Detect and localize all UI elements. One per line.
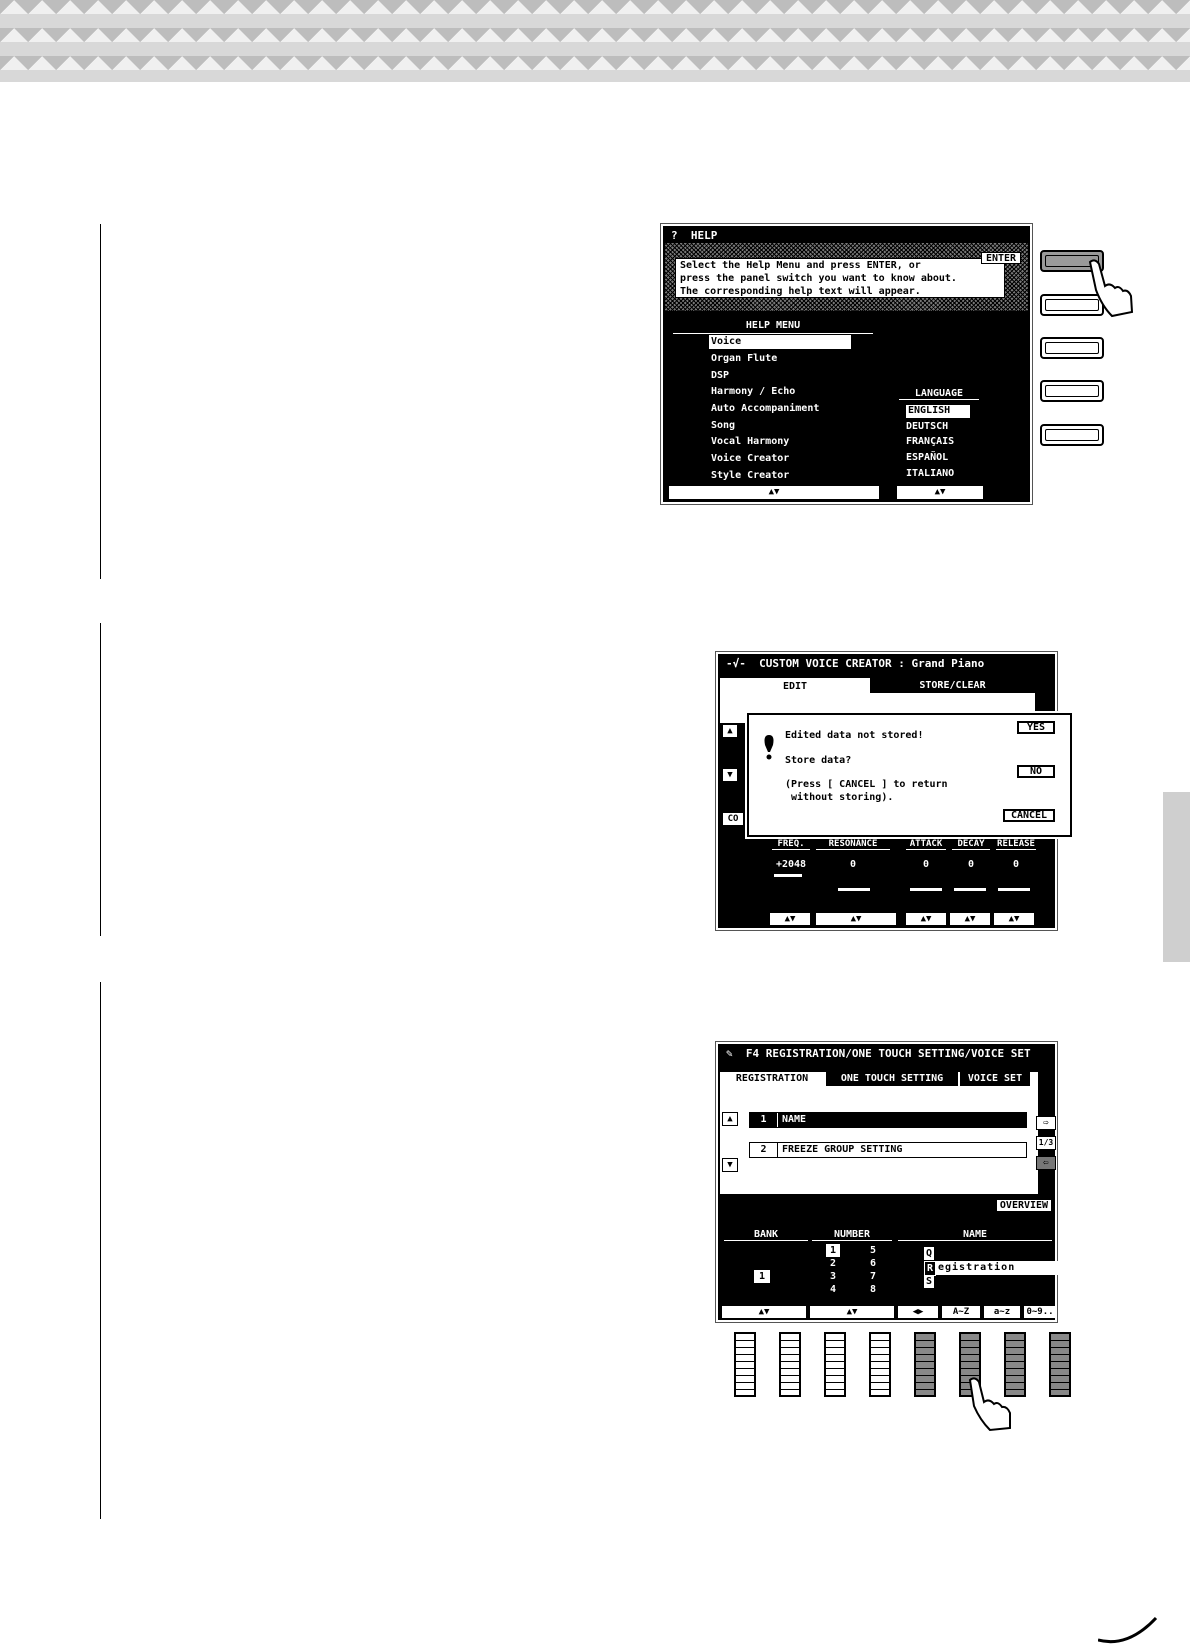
help-screen xyxy=(663,226,1030,502)
slider-button-8[interactable] xyxy=(1049,1332,1071,1397)
tab-registration[interactable]: REGISTRATION xyxy=(720,1072,824,1086)
side-label[interactable]: CO xyxy=(722,812,744,826)
param-attack-value: 0 xyxy=(922,859,930,870)
tab-edit[interactable]: EDIT xyxy=(782,681,808,692)
uppercase-button[interactable]: A~Z xyxy=(942,1306,980,1318)
scroll-down-icon[interactable]: ▼ xyxy=(722,768,738,782)
help-menu-item-auto-accompaniment[interactable]: Auto Accompaniment xyxy=(711,403,820,414)
slider-button-2[interactable] xyxy=(779,1332,801,1397)
language-title: LANGUAGE xyxy=(899,388,979,400)
pointing-hand-icon xyxy=(960,1376,1016,1432)
help-menu-item-voice[interactable]: Voice xyxy=(709,335,851,349)
param-freq-value: +2048 xyxy=(775,859,807,870)
slider-button-4[interactable] xyxy=(869,1332,891,1397)
help-menu-item-harmony-echo[interactable]: Harmony / Echo xyxy=(711,386,796,397)
help-menu-item-style-creator[interactable]: Style Creator xyxy=(711,470,790,481)
voice-title: CUSTOM VOICE CREATOR : Grand Piano xyxy=(759,657,985,670)
help-menu-item-voice-creator[interactable]: Voice Creator xyxy=(711,453,790,464)
language-scroll-arrows[interactable]: ▲▼ xyxy=(897,486,983,499)
store-confirm-dialog xyxy=(747,713,1072,837)
number-3[interactable]: 3 xyxy=(830,1271,837,1282)
overview-button[interactable]: OVERVIEW xyxy=(996,1199,1052,1212)
param-resonance-label: RESONANCE xyxy=(816,839,890,850)
edit-icon: ✎ xyxy=(726,1047,733,1060)
page-indicator: 1/3 xyxy=(1036,1136,1056,1150)
numbers-button[interactable]: 0~9.. xyxy=(1024,1306,1056,1318)
section-divider-1 xyxy=(100,224,101,579)
reg-title-bar xyxy=(720,1046,1053,1061)
cancel-button[interactable]: CANCEL xyxy=(1003,809,1055,822)
number-4[interactable]: 4 xyxy=(830,1284,837,1295)
char-q[interactable]: Q xyxy=(926,1248,933,1259)
number-5[interactable]: 5 xyxy=(870,1245,877,1256)
lowercase-button[interactable]: a~z xyxy=(984,1306,1020,1318)
slider-button-3[interactable] xyxy=(824,1332,846,1397)
decay-arrows[interactable]: ▲▼ xyxy=(950,913,990,925)
dialog-store-question: Store data? xyxy=(785,755,852,766)
release-arrows[interactable]: ▲▼ xyxy=(994,913,1034,925)
attack-slider[interactable] xyxy=(910,888,942,891)
section-divider-3 xyxy=(100,982,101,1519)
number-6[interactable]: 6 xyxy=(870,1258,877,1269)
panel-button-5[interactable] xyxy=(1040,424,1104,446)
tab-voice-set[interactable]: VOICE SET xyxy=(960,1072,1030,1086)
reg-panel xyxy=(720,1072,1038,1194)
param-resonance-value: 0 xyxy=(849,859,857,870)
help-menu-title: HELP MENU xyxy=(673,320,873,334)
bank-arrows[interactable]: ▲▼ xyxy=(722,1306,806,1318)
page-back-icon[interactable]: ⇦ xyxy=(1036,1156,1056,1170)
help-title-bar xyxy=(665,228,1028,243)
page-forward-icon[interactable]: ⇨ xyxy=(1036,1116,1056,1130)
resonance-slider[interactable] xyxy=(838,888,870,891)
reg-row-name[interactable] xyxy=(749,1112,1027,1128)
name-input[interactable]: egistration xyxy=(936,1261,1074,1275)
yes-button[interactable]: YES xyxy=(1017,721,1055,734)
param-freq-label: FREQ. xyxy=(772,839,810,850)
number-8[interactable]: 8 xyxy=(870,1284,877,1295)
question-icon: ? xyxy=(671,229,678,242)
menu-scroll-arrows[interactable]: ▲▼ xyxy=(669,486,879,499)
bank-column-header: BANK xyxy=(724,1229,808,1241)
reg-title: F4 REGISTRATION/ONE TOUCH SETTING/VOICE SET xyxy=(745,1047,1031,1060)
voice-title-bar xyxy=(720,656,1053,671)
help-menu-item-dsp[interactable]: DSP xyxy=(711,370,730,381)
registration-screen xyxy=(718,1044,1055,1320)
number-column-header: NUMBER xyxy=(812,1229,892,1241)
number-1[interactable]: 1 xyxy=(826,1244,840,1257)
language-deutsch[interactable]: DEUTSCH xyxy=(906,421,949,432)
reg-row-num: 1 xyxy=(750,1113,778,1127)
reg-row-label: NAME xyxy=(782,1114,807,1125)
decay-slider[interactable] xyxy=(954,888,986,891)
reg-row-label: FREEZE GROUP SETTING xyxy=(782,1144,903,1155)
pointing-hand-icon xyxy=(1082,258,1138,318)
scroll-up-icon[interactable]: ▲ xyxy=(722,724,738,738)
tab-store-clear[interactable]: STORE/CLEAR xyxy=(870,678,1035,693)
param-decay-label: DECAY xyxy=(952,839,990,850)
help-menu-item-organ-flute[interactable]: Organ Flute xyxy=(711,353,778,364)
language-italiano[interactable]: ITALIANO xyxy=(906,468,955,479)
language-francais[interactable]: FRANÇAIS xyxy=(906,436,955,447)
number-2[interactable]: 2 xyxy=(830,1258,837,1269)
language-english[interactable]: ENGLISH xyxy=(906,405,970,418)
section-divider-2 xyxy=(100,623,101,936)
number-7[interactable]: 7 xyxy=(870,1271,877,1282)
attack-arrows[interactable]: ▲▼ xyxy=(906,913,946,925)
release-slider[interactable] xyxy=(998,888,1030,891)
dialog-not-stored-text: Edited data not stored! xyxy=(785,730,924,741)
voice-creator-screen xyxy=(718,654,1055,928)
warning-icon xyxy=(763,735,775,761)
slider-button-1[interactable] xyxy=(734,1332,756,1397)
panel-button-4[interactable] xyxy=(1040,380,1104,402)
header-pattern-band xyxy=(0,0,1190,82)
dialog-cancel-hint: (Press [ CANCEL ] to return without storing). xyxy=(785,779,948,803)
slider-button-5[interactable] xyxy=(914,1332,936,1397)
side-index-tab xyxy=(1163,792,1190,962)
help-title: HELP xyxy=(690,229,718,242)
cursor-arrows[interactable]: ◀▶ xyxy=(898,1306,938,1318)
enter-button[interactable]: ENTER xyxy=(981,252,1021,264)
param-decay-value: 0 xyxy=(967,859,975,870)
help-menu-item-song[interactable]: Song xyxy=(711,420,736,431)
scroll-down-icon[interactable]: ▼ xyxy=(722,1158,738,1172)
resonance-arrows[interactable]: ▲▼ xyxy=(816,913,896,925)
scroll-up-icon[interactable]: ▲ xyxy=(722,1112,738,1126)
page-curl-icon xyxy=(1098,1614,1160,1650)
char-r-selected[interactable]: R xyxy=(924,1261,936,1276)
language-espanol[interactable]: ESPAÑOL xyxy=(906,452,949,463)
param-release-value: 0 xyxy=(1012,859,1020,870)
number-arrows[interactable]: ▲▼ xyxy=(810,1306,894,1318)
reg-row-num: 2 xyxy=(750,1143,778,1157)
char-s[interactable]: S xyxy=(926,1276,933,1287)
param-release-label: RELEASE xyxy=(997,839,1035,849)
freq-arrows[interactable]: ▲▼ xyxy=(770,913,810,925)
panel-button-3[interactable] xyxy=(1040,337,1104,359)
freq-slider[interactable] xyxy=(774,874,802,877)
param-attack-label: ATTACK xyxy=(906,839,946,850)
help-menu-item-vocal-harmony[interactable]: Vocal Harmony xyxy=(711,436,790,447)
name-column-header: NAME xyxy=(898,1229,1052,1241)
no-button[interactable]: NO xyxy=(1017,765,1055,778)
tab-one-touch-setting[interactable]: ONE TOUCH SETTING xyxy=(826,1072,958,1086)
help-message: Select the Help Menu and press ENTER, or press the panel switch you want to know about. The corresponding help text will appear. xyxy=(675,258,1005,298)
reg-row-freeze[interactable] xyxy=(749,1142,1027,1158)
bank-value[interactable]: 1 xyxy=(754,1270,770,1283)
waveform-icon: -√- xyxy=(726,657,746,670)
